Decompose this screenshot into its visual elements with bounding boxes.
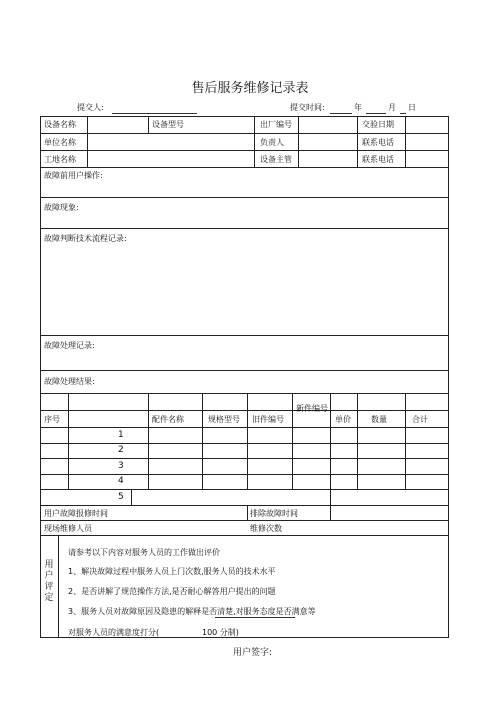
- diagnosis-label: 故障判断技术流程记录:: [44, 234, 127, 243]
- evaluation-label: 用户评定: [44, 560, 54, 603]
- col-line: [405, 116, 406, 167]
- part-name-header: 配件名称: [152, 415, 184, 424]
- result-label: 故障处理结果:: [44, 377, 95, 386]
- evaluation-item-1: 1、解决故障过程中服务人员上门次数,服务人员的技术水平: [68, 567, 276, 576]
- qty-header: 数量: [371, 415, 387, 424]
- page-title: 售后服务维修记录表: [191, 81, 309, 96]
- col-line: [148, 393, 149, 489]
- year-field[interactable]: [330, 113, 352, 114]
- submitter-field[interactable]: [112, 113, 197, 114]
- serial-no-label: 出厂编号: [260, 120, 292, 129]
- row-number: 2: [118, 445, 124, 455]
- org-name-label: 单位名称: [44, 138, 76, 147]
- device-model-label: 设备型号: [152, 120, 184, 129]
- row-line: [40, 489, 449, 490]
- row-line: [40, 167, 449, 168]
- row-line: [40, 150, 449, 151]
- col-line: [247, 505, 248, 520]
- row-line: [40, 393, 449, 394]
- price-header: 单价: [335, 415, 351, 424]
- row-line: [40, 427, 449, 428]
- col-line: [405, 393, 406, 489]
- new-part-no-header: 新件编号: [296, 404, 328, 413]
- col-line: [254, 116, 255, 167]
- col-line: [202, 393, 203, 489]
- technician-label: 现场维修人员: [44, 524, 92, 533]
- year-label: 年: [354, 103, 362, 112]
- row-line: [40, 443, 449, 444]
- row-line: [40, 410, 449, 411]
- seq-header: 序号: [44, 415, 60, 424]
- row-line: [40, 505, 449, 506]
- col-line: [298, 116, 299, 167]
- evaluation-item-2: 2、是否讲解了规范操作方法,是否耐心解答用户提出的问题: [68, 587, 276, 596]
- submitter-label: 提交人:: [77, 103, 104, 112]
- row-number: 5: [118, 492, 124, 502]
- row-line: [40, 474, 449, 475]
- score-max-label: 100 分制): [202, 628, 239, 637]
- row-line: [40, 370, 449, 371]
- col-line: [330, 489, 331, 505]
- col-line: [357, 116, 358, 167]
- row-line: [40, 228, 449, 229]
- clear-time-label: 排除故障时间: [250, 509, 298, 518]
- evaluation-intro: 请参考以下内容对服务人员的工作做出评价: [68, 548, 220, 557]
- row-number: 4: [118, 476, 124, 486]
- submit-time-label: 提交时间:: [290, 103, 325, 112]
- handling-label: 故障处理记录:: [44, 341, 95, 350]
- col-line: [87, 116, 88, 167]
- report-time-label: 用户故障报修时间: [44, 509, 108, 518]
- evaluation-underline: [215, 617, 295, 618]
- day-field[interactable]: [400, 113, 406, 114]
- col-line: [148, 116, 149, 133]
- col-line: [247, 393, 248, 489]
- row-number: 3: [118, 461, 124, 471]
- phone-label-1: 联系电话: [362, 138, 394, 147]
- row-line: [40, 335, 449, 336]
- repair-count-label: 维修次数: [250, 524, 282, 533]
- total-header: 合计: [412, 415, 428, 424]
- satisfaction-score-label: 对服务人员的满意度打分(: [68, 628, 160, 637]
- old-part-no-header: 旧件编号: [252, 415, 284, 424]
- col-line: [292, 393, 293, 489]
- user-signature-label: 用户签字:: [233, 648, 273, 658]
- col-line: [330, 505, 331, 520]
- spec-header: 规格型号: [208, 415, 240, 424]
- row-line: [40, 197, 449, 198]
- day-label: 日: [408, 103, 416, 112]
- evaluation-item-3: 3、服务人员对故障原因及隐患的解释是否清楚,对服务态度是否满意等: [68, 607, 316, 616]
- device-name-label: 设备名称: [44, 120, 76, 129]
- phone-label-2: 联系电话: [362, 155, 394, 164]
- pre-fault-ops-label: 故障前用户操作:: [44, 171, 103, 180]
- col-line: [330, 393, 331, 489]
- month-field[interactable]: [366, 113, 386, 114]
- col-line: [357, 393, 358, 489]
- month-label: 月: [388, 103, 396, 112]
- col-line: [131, 489, 132, 505]
- row-line: [40, 458, 449, 459]
- fault-symptom-label: 故障现象:: [44, 203, 79, 212]
- row-line: [40, 520, 449, 521]
- responsible-label: 负责人: [260, 138, 284, 147]
- row-number: 1: [118, 430, 124, 440]
- col-line: [58, 535, 59, 638]
- row-line: [40, 133, 449, 134]
- site-name-label: 工地名称: [44, 155, 76, 164]
- row-line: [40, 535, 449, 536]
- col-line: [68, 393, 69, 489]
- form-table-border: [40, 116, 449, 638]
- equipment-manager-label: 设备主管: [260, 155, 292, 164]
- acceptance-date-label: 交验日期: [362, 120, 394, 129]
